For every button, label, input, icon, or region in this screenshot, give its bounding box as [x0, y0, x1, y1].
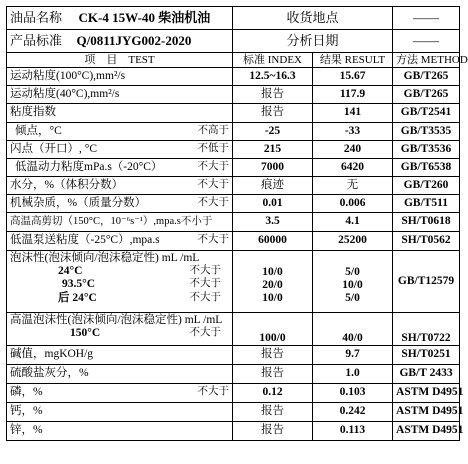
foam-title: 泡沫性(泡沫倾向/泡沫稳定性) mL /mL — [10, 252, 200, 264]
table-row — [7, 422, 460, 441]
foam-row — [7, 251, 460, 313]
hightemp-foam-row — [7, 313, 460, 346]
method-value: ASTM D4951 — [393, 422, 460, 441]
result-value: 25200 — [313, 232, 393, 251]
table-row — [7, 195, 460, 213]
result-value: 15.67 — [313, 68, 393, 86]
foam-item-cell — [7, 251, 233, 313]
hightemp-foam-title: 高温泡沫性(泡沫倾向/泡沫稳定性) mL /mL — [10, 314, 223, 326]
index-value: 报告 — [233, 346, 313, 365]
method-value: ASTM D4951 — [393, 403, 460, 422]
item-label: 运动粘度(100°C),mm²/s — [10, 69, 126, 82]
analysis-report — [6, 6, 468, 458]
product-name-cell — [7, 7, 233, 30]
analysis-date-label: 分析日期 — [233, 30, 393, 53]
index-value: 报告 — [233, 422, 313, 441]
foam-cond-1: 不大于 — [189, 265, 221, 277]
hightemp-foam-temp: 150°C — [70, 327, 101, 340]
col-method: 方法 METHOD — [393, 53, 460, 68]
table-row — [7, 213, 460, 232]
item-label: 磷，% — [10, 386, 43, 399]
item-label: 低温动力粘度mPa.s（-20°C） — [15, 160, 163, 173]
method-value: GB/T3535 — [393, 123, 460, 141]
index-value: 3.5 — [233, 213, 313, 232]
hightemp-foam-item-cell — [7, 313, 233, 346]
result-value: 4.1 — [313, 213, 393, 232]
item-label: 低温泵送粘度（-25°C）,mpa.s — [10, 234, 160, 247]
hightemp-foam-line — [10, 327, 229, 340]
foam-index-cell — [233, 251, 313, 313]
header-row-2 — [7, 30, 460, 53]
table-row — [7, 123, 460, 141]
table-row — [7, 141, 460, 159]
condition-label: 不大于 — [197, 196, 229, 208]
column-header-row — [7, 53, 460, 68]
table-row — [7, 365, 460, 384]
item-label: 运动粘度(40°C),mm²/s — [10, 87, 120, 100]
table-row — [7, 403, 460, 422]
foam-result-3: 5/0 — [345, 292, 360, 305]
result-value: 无 — [313, 177, 393, 195]
condition-label: 不大于 — [197, 160, 229, 172]
col-index: 标准 INDEX — [233, 53, 313, 68]
index-value: 0.12 — [233, 384, 313, 403]
col-result: 结果 RESULT — [313, 53, 393, 68]
table-row — [7, 159, 460, 177]
method-value: GB/T265 — [393, 86, 460, 104]
foam-cond-3: 不大于 — [189, 291, 221, 303]
hightemp-foam-cond: 不大于 — [189, 327, 221, 339]
foam-line-3 — [10, 292, 229, 305]
index-value: -25 — [233, 123, 313, 141]
method-value: GB/T6538 — [393, 159, 460, 177]
index-value: 12.5~16.3 — [233, 68, 313, 86]
method-value: GB/T3536 — [393, 141, 460, 159]
result-value: -33 — [313, 123, 393, 141]
foam-line-1 — [10, 265, 229, 278]
col-item: 项 目 TEST — [7, 53, 233, 68]
hightemp-foam-method: SH/T0722 — [393, 313, 460, 346]
result-value: 117.9 — [313, 86, 393, 104]
item-label: 钙，% — [10, 405, 43, 418]
index-value: 报告 — [233, 365, 313, 384]
foam-line-2 — [10, 278, 229, 291]
item-label: 碱值，mgKOH/g — [10, 348, 94, 361]
table-row — [7, 232, 460, 251]
analysis-date: —— — [393, 30, 460, 53]
item-label: 高温高剪切（150°C，10⁻⁶s⁻¹）,mpa.s不小于 — [10, 215, 213, 227]
index-value: 7000 — [233, 159, 313, 177]
method-value: ASTM D4951 — [393, 384, 460, 403]
table-row — [7, 177, 460, 195]
foam-temp-1: 24°C — [58, 265, 83, 278]
method-value: SH/T0618 — [393, 213, 460, 232]
foam-result-1: 5/0 — [345, 266, 360, 278]
index-value: 215 — [233, 141, 313, 159]
index-value: 0.01 — [233, 195, 313, 213]
result-value: 0.006 — [313, 195, 393, 213]
condition-label: 不低于 — [197, 142, 229, 154]
item-label: 水分，%（体积分数） — [10, 178, 124, 191]
condition-label: 不高于 — [197, 124, 229, 136]
foam-result-cell — [313, 251, 393, 313]
standard-code: Q/0811JYG002-2020 — [76, 32, 192, 48]
method-value: GB/T265 — [393, 68, 460, 86]
result-value: 0.103 — [313, 384, 393, 403]
receive-place: —— — [393, 7, 460, 30]
method-value: SH/T0562 — [393, 232, 460, 251]
table-row — [7, 104, 460, 123]
result-value: 141 — [313, 104, 393, 123]
hightemp-foam-result: 40/0 — [313, 313, 393, 346]
foam-result-2: 10/0 — [342, 279, 363, 292]
standard-cell — [7, 30, 233, 53]
method-value: GB/T511 — [393, 195, 460, 213]
header-row-1 — [7, 7, 460, 30]
index-value: 报告 — [233, 104, 313, 123]
method-value: GB/T2541 — [393, 104, 460, 123]
foam-index-1: 10/0 — [262, 266, 283, 278]
index-value: 报告 — [233, 86, 313, 104]
result-value: 0.242 — [313, 403, 393, 422]
condition-label: 不大于 — [197, 178, 229, 190]
hightemp-foam-index: 100/0 — [233, 313, 313, 346]
foam-temp-2: 93.5°C — [62, 278, 96, 291]
receive-place-label: 收货地点 — [233, 7, 393, 30]
table-row — [7, 384, 460, 403]
index-value: 报告 — [233, 403, 313, 422]
foam-temp-3: 后 24°C — [58, 291, 97, 304]
item-label: 机械杂质，%（质量分数） — [10, 196, 147, 209]
product-name: CK-4 15W-40 柴油机油 — [78, 9, 211, 25]
result-value: 6420 — [313, 159, 393, 177]
report-table — [6, 6, 468, 441]
item-label: 粘度指数 — [10, 106, 56, 119]
result-value: 240 — [313, 141, 393, 159]
method-value: GB/T 2433 — [393, 365, 460, 384]
foam-method: GB/T12579 — [393, 251, 460, 313]
item-label: 倾点，°C — [15, 124, 62, 137]
result-value: 9.7 — [313, 346, 393, 365]
item-label: 闪点（开口）, °C — [10, 142, 98, 155]
method-value: SH/T0251 — [393, 346, 460, 365]
index-value: 60000 — [233, 232, 313, 251]
result-value: 0.113 — [313, 422, 393, 441]
standard-label: 产品标准 — [10, 32, 63, 48]
table-row — [7, 86, 460, 104]
foam-cond-2: 不大于 — [189, 278, 221, 290]
method-value: GB/T260 — [393, 177, 460, 195]
table-row — [7, 346, 460, 365]
result-value: 1.0 — [313, 365, 393, 384]
index-value: 痕迹 — [233, 177, 313, 195]
condition-label: 不大于 — [197, 386, 229, 398]
foam-index-3: 10/0 — [262, 292, 283, 305]
foam-index-2: 20/0 — [262, 279, 283, 292]
condition-label: 不大于 — [197, 234, 229, 246]
table-row — [7, 68, 460, 86]
product-name-label: 油品名称 — [10, 9, 63, 25]
item-label: 锌，% — [10, 424, 43, 437]
item-label: 硫酸盐灰分，% — [10, 367, 89, 380]
